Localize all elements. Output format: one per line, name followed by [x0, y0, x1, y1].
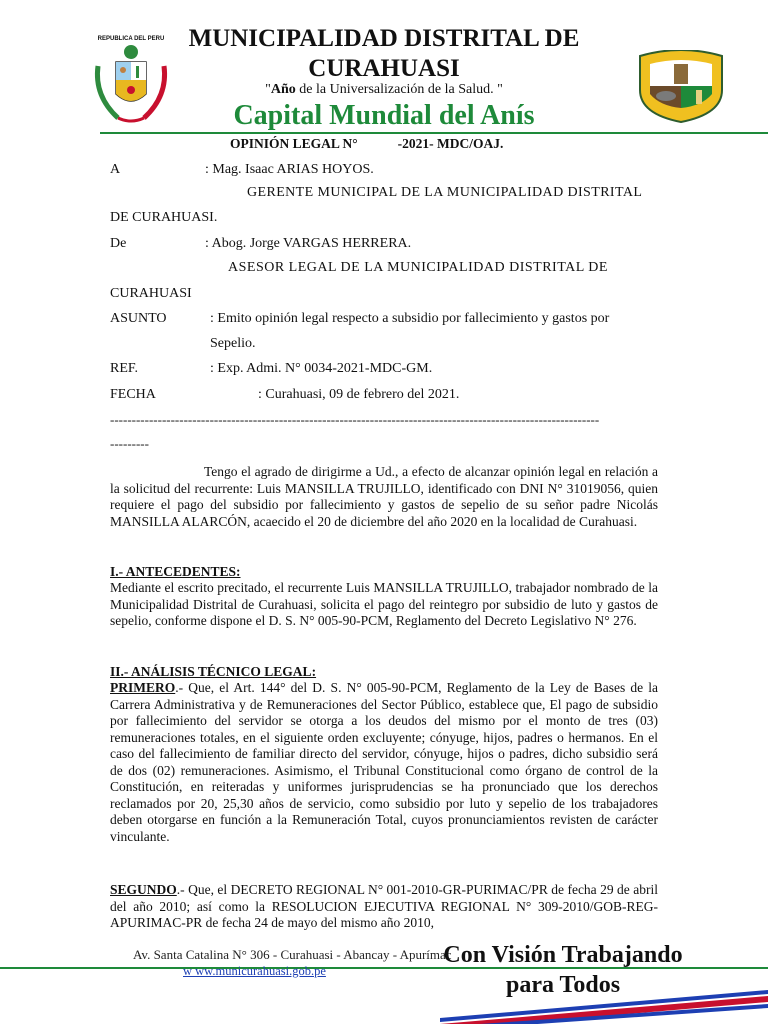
section-antecedentes-title: I.- ANTECEDENTES: [110, 564, 241, 579]
subject-label: ASUNTO [110, 311, 167, 326]
segundo-label: SEGUNDO [110, 882, 177, 897]
footer-address: Av. Santa Catalina N° 306 - Curahuasi - Abancay - Apurímac [133, 947, 452, 962]
decorative-stripes [440, 990, 768, 1030]
to-role-line1: GERENTE MUNICIPAL DE LA MUNICIPALIDAD DISTRITAL [247, 185, 643, 200]
curahuasi-shield [636, 50, 726, 124]
footer-website-link[interactable]: w ww.municurahuasi.gob.pe [183, 964, 326, 978]
date-label: FECHA [110, 387, 156, 402]
primero-label: PRIMERO [110, 680, 176, 695]
coat-of-arms-lettering: REPUBLICA DEL PERU [97, 36, 165, 42]
opinion-code: -2021- MDC/OAJ. [397, 136, 504, 151]
ref-label: REF. [110, 361, 139, 376]
to-role-line2: DE CURAHUASI. [110, 210, 218, 225]
slogan-line1: Con Visión Trabajando [443, 942, 683, 968]
subject-line2: Sepelio. [210, 336, 256, 351]
from-role-line1: ASESOR LEGAL DE LA MUNICIPALIDAD DISTRITAL DE [228, 260, 608, 275]
section-analisis-title: II.- ANÁLISIS TÉCNICO LEGAL: [110, 664, 317, 679]
ref-value: : Exp. Admi. N° 0034-2021-MDC-GM. [210, 361, 433, 376]
primero-paragraph: PRIMERO.- Que, el Art. 144° del D. S. N° 005-90-PCM, Reglamento de la Ley de Bases de la Carrera Administrativa y de Remuneraciones del Sector Público, establece que, El pago de subsidio por fallecimiento del servidor se otorga a los deudos del mismo por el monto de tres (03) remuneraciones totales, en el siguiente orden excluyente; cónyuge, hijos, padres o hermanos. En el caso del fallecimiento de familiar directo del servidor, cónyuge, hijos o padres, dicho subsidio será de dos (02) remuneraciones. Asimismo, el Tribunal Constitucional como órgano de control de la Constitución, en reiteradas y uniformes jurisprudencias se ha pronunciado que los derechos reclamados por 20, 25,30 años de servicio, como subsidio por luto y sepelio de los trabajadores deben otorgarse en función a la Remuneración Total, cuyos pronunciamientos revisten de carácter vinculante. [110, 680, 658, 844]
section-antecedentes-text: Mediante el escrito precitado, el recurrente Luis MANSILLA TRUJILLO, trabajador nombrado de la Municipalidad Distrital de Curahuasi, solicita el pago del reintegro por subsidio de luto y gastos de sepelio, conforme dispone el D. S. N° 005-90-PCM, Reglamento del Decreto Legislativo N° 276. [110, 580, 658, 628]
capital-slogan: Capital Mundial del Anís [233, 100, 535, 131]
to-label: A [110, 162, 121, 177]
subject-line1: : Emito opinión legal respecto a subsidio por fallecimiento y gastos por [210, 311, 610, 326]
opinion-heading [230, 136, 503, 152]
date-value: : Curahuasi, 09 de febrero del 2021. [258, 387, 460, 402]
from-role-line2: CURAHUASI [110, 286, 192, 301]
intro-paragraph: Tengo el agrado de dirigirme a Ud., a efecto de alcanzar opinión legal en relación a la solicitud del recurrente: Luis MANSILLA TRUJILLO, identificado con DNI N° 31019056, quien requiere el pago del subsidio por fallecimiento y gastos de sepelio de su señor padre Nicolás MANSILLA ALARCÓN, acaecido el 20 de diciembre del año 2020 en la localidad de Curahuasi. [110, 464, 658, 529]
year-motto: "Año de la Universalización de la Salud. " [265, 82, 503, 97]
separator-line1: ----------------------------------------------------------------------------------------------------------------- [110, 412, 600, 427]
to-value: : Mag. Isaac ARIAS HOYOS. [205, 162, 374, 177]
from-label: De [110, 236, 127, 251]
motto-year-word: Año [270, 82, 296, 97]
slogan-line2: para Todos [505, 972, 621, 998]
header-divider [100, 132, 768, 134]
municipality-title: MUNICIPALIDAD DISTRITAL DE CURAHUASI [188, 25, 580, 82]
opinion-label: OPINIÓN LEGAL N° [230, 136, 358, 151]
separator-line2: --------- [110, 436, 149, 451]
from-value: : Abog. Jorge VARGAS HERRERA. [205, 236, 412, 251]
segundo-paragraph: SEGUNDO.- Que, el DECRETO REGIONAL N° 001-2010-GR-PURIMAC/PR de fecha 29 de abril del año 2010; así como la RESOLUCION EJECUTIVA REGIONAL N° 309-2010/GOB-REG-APURIMAC-PR de fecha 24 de mayo del mismo año 2010, [110, 882, 658, 930]
